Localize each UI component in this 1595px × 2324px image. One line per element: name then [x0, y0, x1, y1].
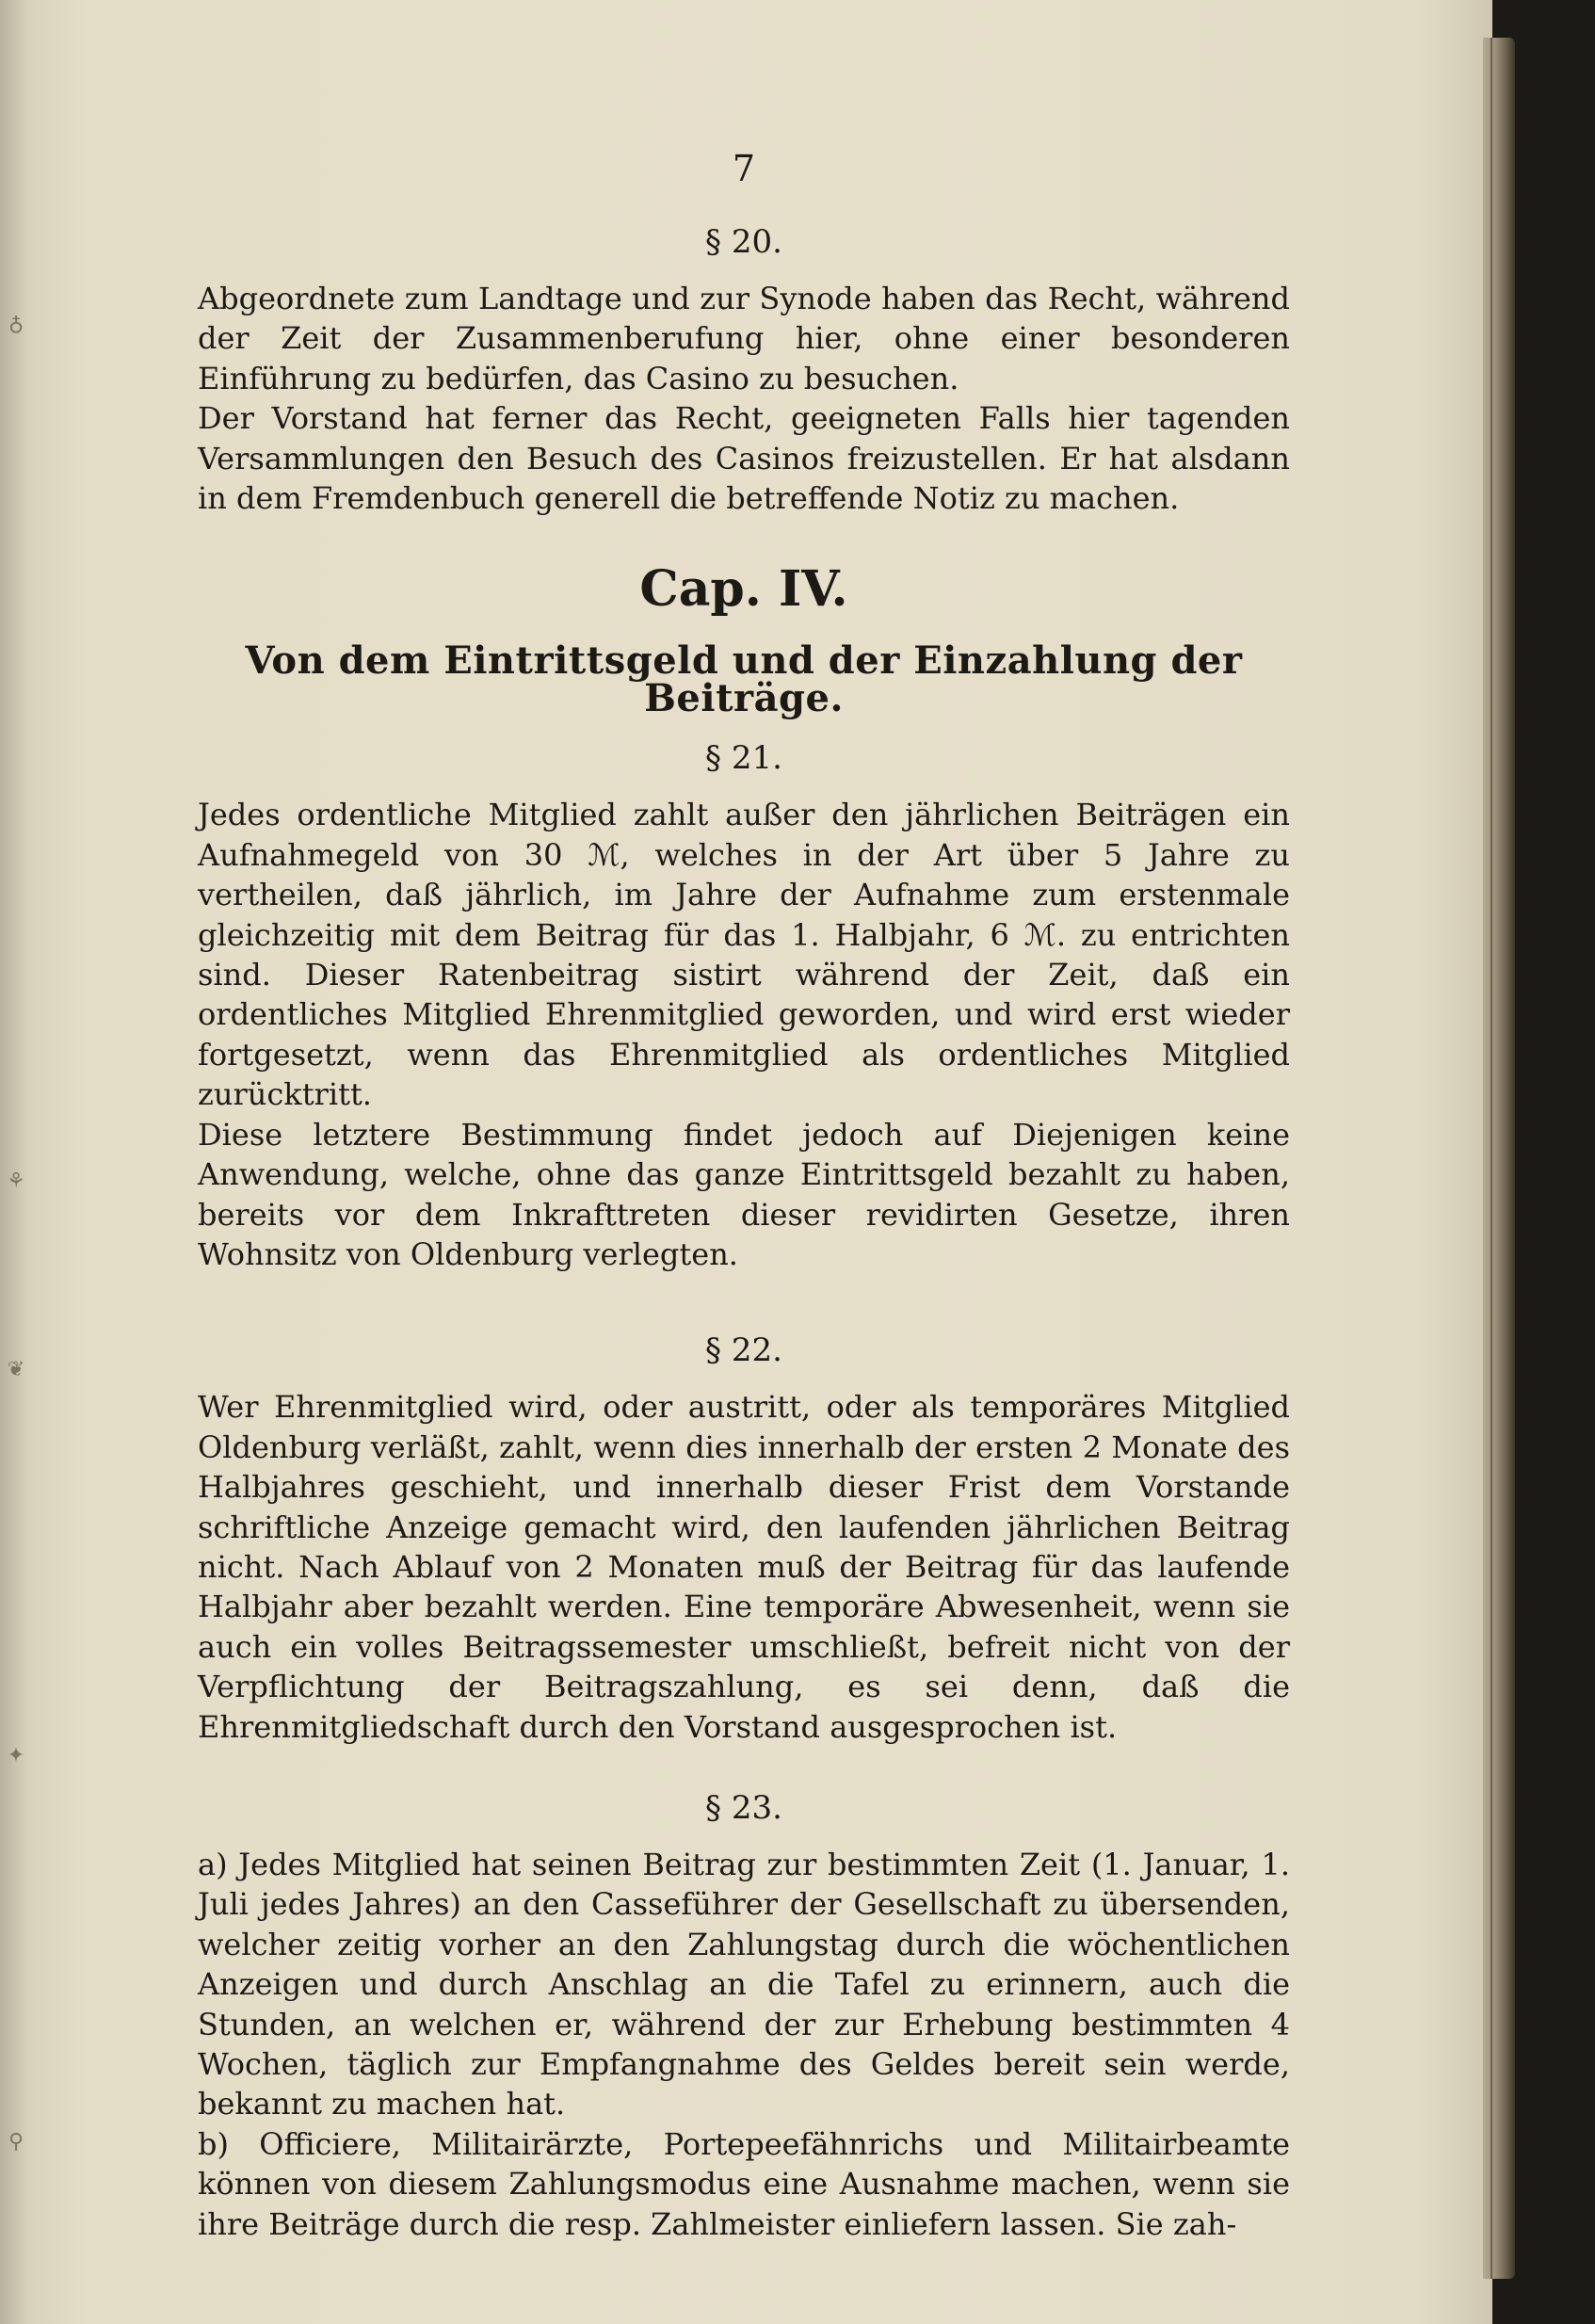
margin-mark-icon: ♁ — [8, 313, 24, 336]
binding-margin — [0, 0, 38, 2324]
margin-mark-icon: ❦ — [7, 1358, 25, 1381]
section-heading-23: § 23. — [705, 1788, 782, 1827]
chapter-title: Cap. IV. — [639, 560, 848, 619]
section-heading-20: § 20. — [705, 223, 782, 261]
chapter-subtitle: Von dem Eintrittsgeld und der Einzahlung der Beiträge. — [245, 638, 1243, 721]
paragraph: Der Vorstand hat ferner das Recht, geeigneten Falls hier tagenden Versammlungen den Besuch des Casinos freizustellen. Er hat alsdann in dem Fremdenbuch generell die betreffende Notiz zu machen. — [198, 400, 1290, 517]
margin-mark-icon: ✦ — [7, 1744, 25, 1767]
paragraph: a) Jedes Mitglied hat seinen Beitrag zur bestimmten Zeit (1. Januar, 1. Juli jedes Jahres) an den Casseführer der Gesellschaft zu übersenden, welcher zeitig vorher an den Zahlungstag durch die wöchentlichen Anzeigen und durch Anschlag an die Tafel zu erinnern, auch die Stunden, an welchen er, während der zur Erhebung bestimmten 4 Wochen, täglich zur Empfangnahme des Geldes bereit sein werde, bekannt zu machen hat. — [198, 1846, 1290, 2122]
section-heading-22: § 22. — [705, 1331, 782, 1370]
page-content — [198, 148, 1290, 2244]
paragraph: Diese letztere Bestimmung findet jedoch auf Diejenigen keine Anwendung, welche, ohne das ganze Eintrittsgeld bezahlt zu haben, bereits vor dem Inkrafttreten dieser revidirten Gesetze, ihren Wohnsitz von Oldenburg verlegten. — [198, 1116, 1290, 1272]
section-heading-21: § 21. — [705, 739, 782, 778]
paragraph: Jedes ordentliche Mitglied zahlt außer den jährlichen Beiträgen ein Aufnahmegeld von 30 ℳ, welches in der Art über 5 Jahre zu vertheilen, daß jährlich, im Jahre der Aufnahme zum erstenmale gleichzeitig mit dem Beitrag für das 1. Halbjahr, 6 ℳ. zu entrichten sind. Dieser Ratenbeitrag sistirt während der Zeit, daß ein ordentliches Mitglied Ehrenmitglied geworden, und wird erst wieder fortgesetzt, wenn das Ehrenmitglied als ordentliches Mitglied zurücktritt. — [198, 797, 1290, 1113]
page-number: 7 — [732, 148, 756, 189]
paragraph: b) Officiere, Militairärzte, Portepeefähnrichs und Militairbeamte können von diesem Zahlungsmodus eine Ausnahme machen, wenn sie ihre Beiträge durch die resp. Zahlmeister einliefern lassen. Sie zah- — [198, 2125, 1290, 2242]
page-edge — [1483, 38, 1515, 2279]
paragraph: Wer Ehrenmitglied wird, oder austritt, oder als temporäres Mitglied Oldenburg verläßt, zahlt, wenn dies innerhalb der ersten 2 Monate des Halbjahres geschieht, und innerhalb dieser Frist dem Vorstande schriftliche Anzeige gemacht wird, den laufenden jährlichen Beitrag nicht. Nach Ablauf von 2 Monaten muß der Beitrag für das laufende Halbjahr aber bezahlt werden. Eine temporäre Abwesenheit, wenn sie auch ein volles Beitragssemester umschließt, befreit nicht von der Verpflichtung der Beitragszahlung, es sei denn, daß die Ehrenmitgliedschaft durch den Vorstand ausgesprochen ist. — [198, 1389, 1290, 1745]
paragraph: Abgeordnete zum Landtage und zur Synode haben das Recht, während der Zeit der Zusammenberufung hier, ohne einer besonderen Einführung zu bedürfen, das Casino zu besuchen. — [198, 281, 1290, 396]
margin-mark-icon: ⚲ — [8, 2130, 24, 2154]
margin-mark-icon: ⚘ — [7, 1170, 25, 1193]
